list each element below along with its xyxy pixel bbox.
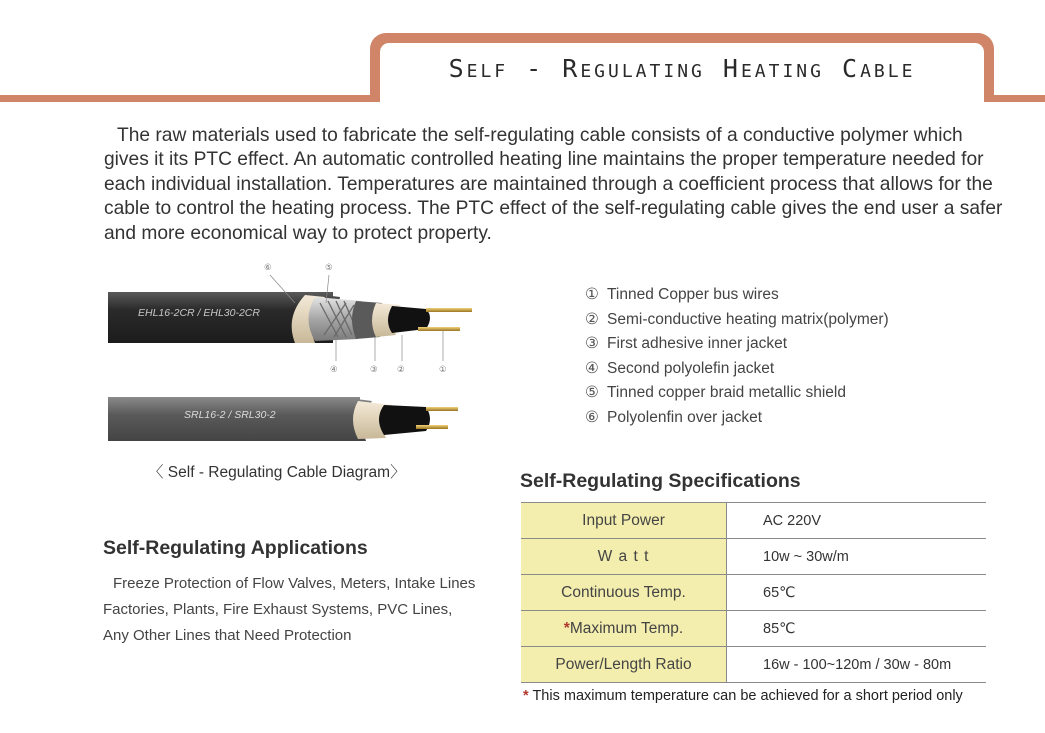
legend-label: Second polyolefin jacket [607, 359, 775, 377]
table-row [521, 539, 986, 575]
marker-3: ③ [370, 365, 378, 375]
specifications-table [521, 502, 986, 683]
applications-text [103, 571, 475, 649]
legend-item [585, 381, 889, 406]
spec-label: Maximum Temp. [569, 619, 684, 637]
cable2-label: SRL16-2 / SRL30-2 [184, 409, 276, 421]
applications-line: Any Other Lines that Need Protection [103, 627, 352, 644]
spec-label: Continuous Temp. [521, 575, 727, 611]
header-rule-right [985, 95, 1045, 102]
marker-1: ① [439, 365, 447, 375]
cable1-label: EHL16-2CR / EHL30-2CR [138, 307, 260, 319]
footnote [523, 688, 963, 704]
table-row [521, 611, 986, 647]
legend-item [585, 406, 889, 431]
spec-label-cell [521, 611, 727, 647]
specifications-heading: Self-Regulating Specifications [520, 470, 801, 492]
legend-number: ③ [585, 335, 599, 353]
cable-srl [108, 397, 458, 441]
table-row [521, 575, 986, 611]
spec-value: 10w ~ 30w/m [727, 539, 987, 575]
footnote-text: This maximum temperature can be achieved for a short period only [532, 688, 963, 704]
legend-label: Semi-conductive heating matrix(polymer) [607, 310, 889, 328]
applications-line: Freeze Protection of Flow Valves, Meters, Intake Lines [113, 575, 476, 592]
legend-label: Polyolenfin over jacket [607, 408, 763, 426]
applications-line: Factories, Plants, Fire Exhaust Systems, PVC Lines, [103, 601, 453, 618]
spec-label: Input Power [521, 503, 727, 539]
table-row [521, 647, 986, 683]
spec-value: 16w - 100~120m / 30w - 80m [727, 647, 987, 683]
cable-diagram [100, 255, 480, 450]
marker-2: ② [397, 365, 405, 375]
legend-number: ⑥ [585, 408, 599, 426]
spec-value: 65℃ [727, 575, 987, 611]
legend-number: ② [585, 310, 599, 328]
legend-number: ④ [585, 359, 599, 377]
marker-4: ④ [330, 365, 338, 375]
spec-value: 85℃ [727, 611, 987, 647]
table-row [521, 503, 986, 539]
marker-5: ⑤ [325, 263, 333, 273]
diagram-caption: 〈 Self - Regulating Cable Diagram〉 [148, 464, 406, 481]
asterisk-mark: * [563, 619, 570, 637]
page-title: Self - Regulating Heating Cable [448, 54, 916, 83]
legend-item [585, 332, 889, 357]
intro-paragraph: The raw materials used to fabricate the self-regulating cable consists of a conductive polymer which gives it its PTC effect. An automatic controlled heating line maintains the proper temperature needed for each individual installation. Temperatures are maintained through a coefficient process that allows for the cable to control the heating process. The PTC effect of the self-regulating cable gives the end user a safer and more economical way to protect property. [104, 125, 1003, 244]
legend-item [585, 283, 889, 308]
component-legend [585, 283, 889, 431]
applications-heading: Self-Regulating Applications [103, 537, 368, 559]
legend-item [585, 308, 889, 333]
legend-label: First adhesive inner jacket [607, 335, 788, 353]
legend-label: Tinned Copper bus wires [607, 286, 779, 303]
marker-6: ⑥ [264, 263, 272, 273]
spec-label: Power/Length Ratio [521, 647, 727, 683]
header-rule-left [0, 95, 380, 102]
spec-label: W a t t [521, 539, 727, 575]
spec-value: AC 220V [727, 503, 987, 539]
legend-label: Tinned copper braid metallic shield [607, 384, 846, 402]
legend-number: ① [585, 286, 599, 303]
legend-item [585, 357, 889, 382]
legend-number: ⑤ [585, 384, 599, 402]
asterisk-mark: * [523, 688, 529, 704]
